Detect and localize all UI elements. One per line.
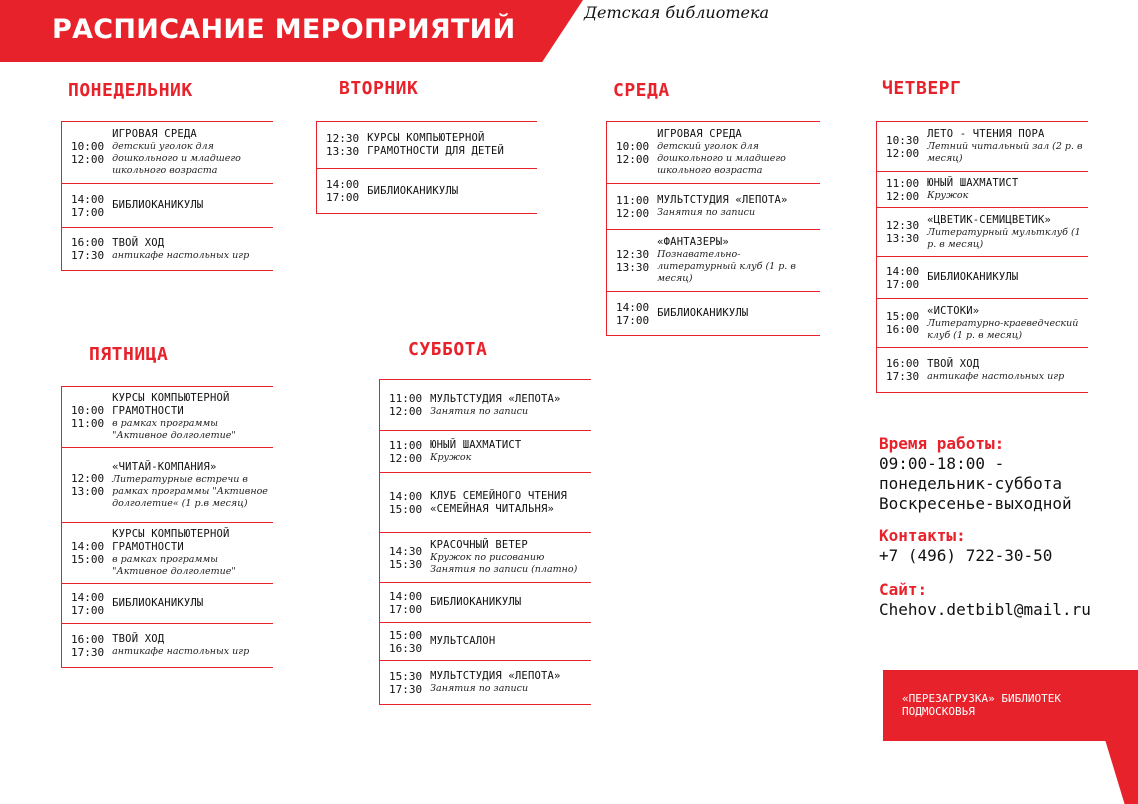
table-row	[606, 122, 820, 184]
event-desc	[925, 126, 1088, 167]
table-row	[379, 583, 591, 623]
footer-badge	[883, 670, 1138, 741]
working-hours	[879, 434, 1072, 514]
table-row	[606, 230, 820, 292]
event-desc	[428, 488, 591, 518]
event-name: ТВОЙ ХОД	[112, 236, 165, 249]
event-desc	[925, 269, 1088, 286]
event-note: Кружок	[927, 190, 969, 201]
event-desc	[925, 303, 1088, 344]
table-row	[606, 292, 820, 336]
event-note: Занятия по записи	[657, 207, 756, 218]
table-row	[379, 380, 591, 431]
table-row	[61, 228, 273, 271]
event-note: Познавательно-литературный клуб (1 р. в месяц)	[657, 249, 796, 284]
event-desc	[428, 594, 591, 611]
table-row	[379, 431, 591, 473]
event-name: КЛУБ СЕМЕЙНОГО ЧТЕНИЯ «СЕМЕЙНАЯ ЧИТАЛЬНЯ»	[430, 489, 568, 515]
event-name: «ЦВЕТИК-СЕМИЦВЕТИК»	[927, 213, 1052, 226]
schedule-saturday	[379, 379, 591, 705]
event-time: 14:00 17:00	[389, 589, 423, 616]
event-name: КУРСЫ КОМПЬЮТЕРНОЙ ГРАМОТНОСТИ ДЛЯ ДЕТЕЙ	[367, 132, 505, 157]
event-time: 14:00 17:00	[886, 264, 920, 291]
event-name: «ИСТОКИ»	[927, 304, 980, 317]
event-time: 11:00 12:00	[389, 438, 423, 465]
event-desc	[925, 212, 1088, 253]
event-time: 14:30 15:30	[389, 544, 423, 571]
page-title: РАСПИСАНИЕ МЕРОПРИЯТИЙ	[52, 14, 516, 45]
event-desc	[110, 631, 273, 660]
table-row	[379, 661, 591, 705]
hours-label: Время работы:	[879, 434, 1005, 453]
event-name: МУЛЬТСТУДИЯ «ЛЕПОТА»	[430, 670, 561, 682]
event-name: «ЧИТАЙ-КОМПАНИЯ»	[112, 460, 217, 473]
event-time: 14:00 15:00	[389, 489, 423, 516]
schedule-thursday	[876, 121, 1088, 393]
event-name: БИБЛИОКАНИКУЛЫ	[112, 199, 204, 211]
event-desc	[655, 126, 820, 179]
schedule-monday	[61, 121, 273, 271]
event-desc	[428, 668, 591, 697]
hours-line: Воскресенье-выходной	[879, 494, 1072, 513]
event-name: БИБЛИОКАНИКУЛЫ	[657, 307, 749, 319]
day-title-tuesday: ВТОРНИК	[339, 78, 419, 99]
event-time: 14:00 15:00	[71, 540, 105, 566]
event-desc	[925, 356, 1088, 385]
event-desc	[110, 459, 273, 512]
event-time: 16:00 17:30	[71, 632, 105, 659]
event-time: 15:30 17:30	[389, 669, 423, 696]
event-note: антикафе настольных игр	[927, 370, 1065, 382]
event-name: ТВОЙ ХОД	[927, 357, 980, 370]
table-row	[61, 584, 273, 624]
day-title-wednesday: СРЕДА	[613, 80, 670, 101]
event-time: 14:00 17:00	[326, 178, 360, 204]
day-title-saturday: СУББОТА	[408, 339, 488, 360]
event-desc	[110, 595, 273, 612]
day-title-friday: ПЯТНИЦА	[89, 344, 169, 365]
event-time: 11:00 12:00	[886, 176, 920, 203]
event-note: Литературно-краеведческий клуб (1 р. в месяц)	[927, 317, 1079, 341]
table-row	[876, 208, 1088, 257]
event-name: КУРСЫ КОМПЬЮТЕРНОЙ ГРАМОТНОСТИ	[112, 392, 230, 417]
event-time: 15:00 16:00	[886, 310, 920, 336]
event-time: 12:30 13:30	[616, 247, 650, 274]
event-desc	[428, 537, 591, 578]
event-note: детский уголок для дошкольного и младшего школьного возраста	[112, 141, 241, 176]
event-name: БИБЛИОКАНИКУЛЫ	[112, 597, 204, 609]
table-row	[61, 448, 273, 523]
event-name: ИГРОВАЯ СРЕДА	[112, 128, 197, 140]
event-desc	[110, 235, 273, 264]
event-time: 10:00 11:00	[71, 404, 105, 430]
event-desc	[110, 197, 273, 214]
table-row	[61, 387, 273, 448]
event-name: «ФАНТАЗЕРЫ»	[657, 236, 729, 248]
event-note: в рамках программы "Активное долголетие"	[112, 418, 236, 441]
table-row	[316, 122, 537, 169]
table-row	[379, 623, 591, 661]
event-desc	[110, 526, 273, 580]
table-row	[316, 169, 537, 214]
table-row	[876, 122, 1088, 172]
event-desc	[428, 391, 591, 420]
event-name: ЮНЫЙ ШАХМАТИСТ	[927, 177, 1019, 189]
event-time: 14:00 17:00	[616, 300, 650, 327]
event-note: Занятия по записи	[430, 405, 529, 417]
table-row	[876, 257, 1088, 299]
event-note: Литературные встречи в рамках программы "Активное долголетие« (1 р.в месяц)	[112, 473, 268, 509]
event-time: 12:00 13:00	[71, 472, 105, 498]
event-desc	[365, 183, 537, 200]
event-time: 10:30 12:00	[886, 133, 920, 160]
table-row	[379, 473, 591, 533]
event-note: Летний читальный зал (2 р. в месяц)	[927, 141, 1083, 164]
page-subtitle: Детская библиотека	[584, 3, 770, 22]
event-name: БИБЛИОКАНИКУЛЫ	[367, 184, 459, 197]
table-row	[61, 122, 273, 184]
event-desc	[365, 130, 537, 160]
event-name: КУРСЫ КОМПЬЮТЕРНОЙ ГРАМОТНОСТИ	[112, 528, 230, 553]
event-note: Занятия по записи	[430, 683, 529, 694]
event-desc	[655, 305, 820, 322]
event-name: ИГРОВАЯ СРЕДА	[657, 128, 742, 140]
event-time: 16:00 17:30	[71, 236, 105, 262]
day-title-monday: ПОНЕДЕЛЬНИК	[68, 80, 193, 101]
event-time: 15:00 16:30	[389, 628, 423, 655]
contacts	[879, 526, 1052, 566]
event-note: антикафе настольных игр	[112, 249, 250, 261]
event-desc	[428, 633, 591, 650]
schedule-friday	[61, 386, 273, 668]
event-desc	[110, 126, 273, 179]
event-time: 14:00 17:00	[71, 590, 105, 617]
event-name: БИБЛИОКАНИКУЛЫ	[430, 596, 522, 608]
event-time: 11:00 12:00	[389, 392, 423, 418]
event-name: КРАСОЧНЫЙ ВЕТЕР	[430, 539, 528, 551]
event-time: 14:00 17:00	[71, 192, 105, 219]
site-label: Сайт:	[879, 580, 928, 599]
event-note: детский уголок для дошкольного и младшего школьного возраста	[657, 141, 786, 176]
hours-line: 09:00-18:00 -	[879, 454, 1005, 473]
event-desc	[428, 437, 591, 466]
table-row	[61, 523, 273, 584]
event-note: Кружок по рисованию Занятия по записи (платно)	[430, 552, 578, 575]
event-time: 12:30 13:30	[326, 132, 360, 158]
schedule-tuesday	[316, 121, 537, 214]
table-row	[876, 172, 1088, 208]
hours-line: понедельник-суббота	[879, 474, 1063, 493]
event-desc	[110, 390, 273, 444]
event-desc	[925, 175, 1088, 204]
event-name: ЮНЫЙ ШАХМАТИСТ	[430, 439, 522, 451]
table-row	[606, 184, 820, 230]
event-name: МУЛЬТСТУДИЯ «ЛЕПОТА»	[430, 392, 561, 405]
event-name: МУЛЬТСТУДИЯ «ЛЕПОТА»	[657, 194, 788, 206]
event-name: БИБЛИОКАНИКУЛЫ	[927, 271, 1019, 283]
phone-number: +7 (496) 722-30-50	[879, 546, 1053, 565]
event-note: антикафе настольных игр	[112, 646, 250, 657]
table-row	[61, 184, 273, 228]
event-name: МУЛЬТСАЛОН	[430, 635, 496, 647]
event-note: Литературный мультклуб (1 р. в месяц)	[927, 226, 1081, 250]
table-row	[876, 348, 1088, 393]
event-note: в рамках программы "Активное долголетие"	[112, 554, 236, 577]
event-time: 10:00 12:00	[71, 139, 105, 166]
event-note: Кружок	[430, 452, 472, 463]
contacts-label: Контакты:	[879, 526, 966, 545]
email-link[interactable]: Chehov.detbibl@mail.ru	[879, 600, 1091, 619]
event-desc	[655, 192, 820, 221]
schedule-wednesday	[606, 121, 820, 336]
event-time: 11:00 12:00	[616, 193, 650, 220]
event-time: 10:00 12:00	[616, 139, 650, 166]
event-name: ТВОЙ ХОД	[112, 633, 165, 645]
event-name: ЛЕТО - ЧТЕНИЯ ПОРА	[927, 128, 1045, 140]
event-desc	[655, 234, 820, 287]
table-row	[61, 624, 273, 668]
footer-text: «ПЕРЕЗАГРУЗКА» БИБЛИОТЕК ПОДМОСКОВЬЯ	[902, 692, 1061, 718]
table-row	[379, 533, 591, 583]
table-row	[876, 299, 1088, 348]
event-time: 16:00 17:30	[886, 357, 920, 383]
day-title-thursday: ЧЕТВЕРГ	[882, 78, 962, 99]
event-time: 12:30 13:30	[886, 219, 920, 245]
site	[879, 580, 1091, 620]
